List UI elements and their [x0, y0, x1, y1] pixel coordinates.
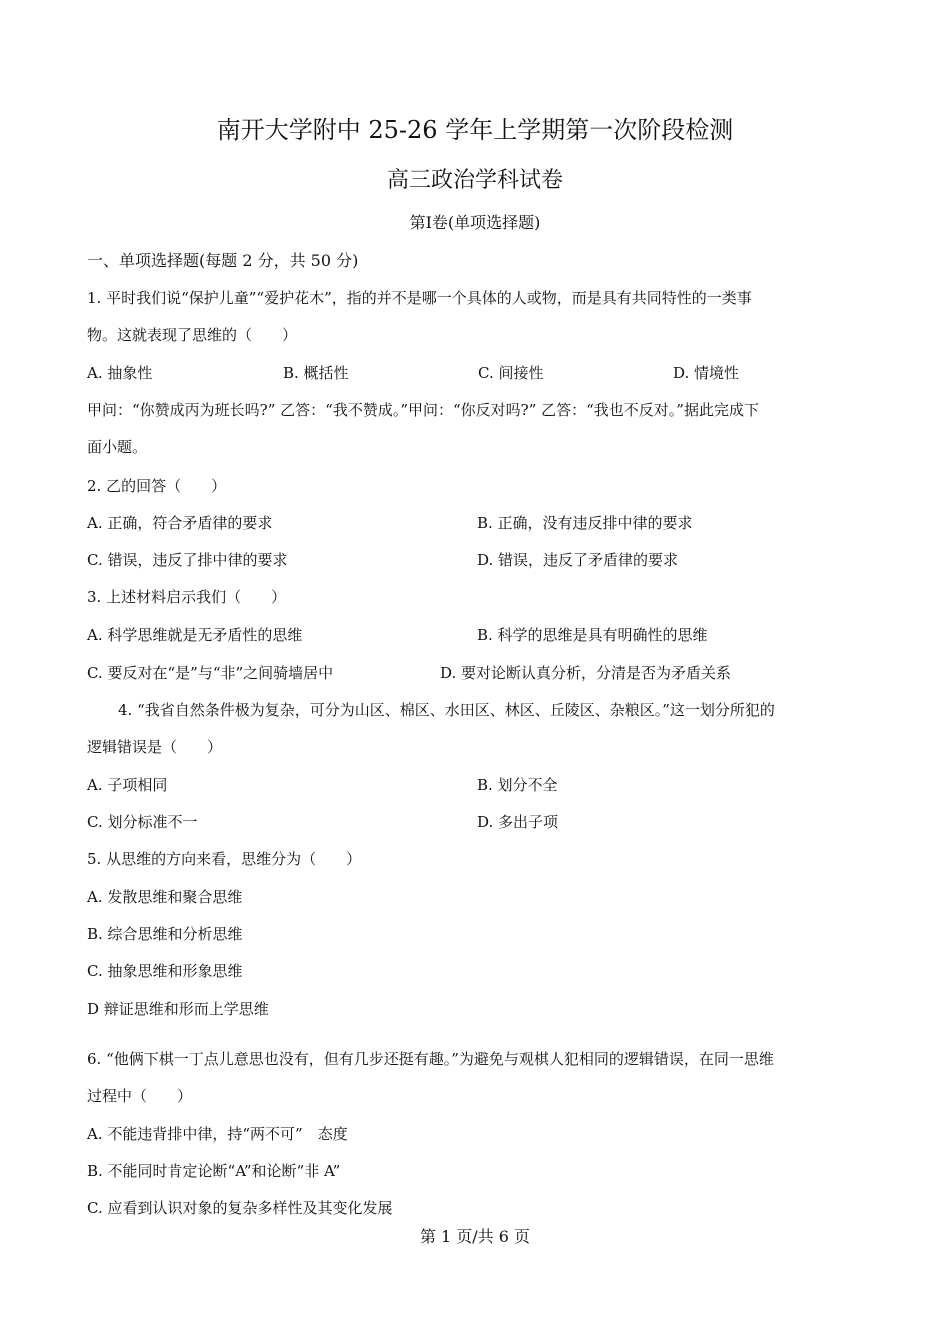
volume-heading: 第Ⅰ卷(单项选择题) [409, 213, 541, 232]
q3-option-a: A. 科学思维就是无矛盾性的思维 [87, 626, 303, 644]
q4-stem-cont: 逻辑错误是（ ） [87, 738, 223, 756]
material-text-cont: 面小题。 [87, 438, 148, 456]
q2-option-c: C. 错误，违反了排中律的要求 [87, 551, 288, 569]
exam-title: 南开大学附中 25-26 学年上学期第一次阶段检测 [216, 116, 734, 144]
q2-option-b: B. 正确，没有违反排中律的要求 [477, 514, 693, 532]
q6-option-c: C. 应看到认识对象的复杂多样性及其变化发展 [87, 1199, 393, 1217]
q4-option-a: A. 子项相同 [87, 776, 168, 794]
page-footer: 第 1 页/共 6 页 [419, 1227, 531, 1246]
q1-stem-cont: 物。这就表现了思维的（ ） [87, 326, 298, 344]
q3-option-d: D. 要对论断认真分析，分清是否为矛盾关系 [440, 664, 732, 682]
q1-option-c: C. 间接性 [478, 364, 544, 382]
q1-option-d: D. 情境性 [673, 364, 740, 382]
q1-option-a: A. 抽象性 [87, 364, 153, 382]
q3-option-b: B. 科学的思维是具有明确性的思维 [477, 626, 708, 644]
q5-option-b: B. 综合思维和分析思维 [87, 925, 243, 943]
q4-option-b: B. 划分不全 [477, 776, 558, 794]
exam-subtitle: 高三政治学科试卷 [386, 168, 563, 193]
q3-option-c: C. 要反对在“是”与“非”之间骑墙居中 [87, 664, 334, 682]
q4-option-c: C. 划分标准不一 [87, 813, 198, 831]
q5-option-c: C. 抽象思维和形象思维 [87, 962, 243, 980]
q6-stem-cont: 过程中（ ） [87, 1087, 193, 1105]
q1-stem: 1. 平时我们说“保护儿童”“爱护花木”，指的并不是哪一个具体的人或物，而是具有共同特性的一类事 [87, 289, 752, 307]
q5-stem: 5. 从思维的方向来看，思维分为（ ） [87, 850, 362, 868]
q6-option-b: B. 不能同时肯定论断“A”和论断“非 A” [87, 1162, 341, 1180]
q2-stem: 2. 乙的回答（ ） [87, 477, 227, 495]
material-text: 甲问：“你赞成丙为班长吗?” 乙答：“我不赞成。”甲问：“你反对吗?” 乙答：“我也不反对。”据此完成下 [87, 401, 759, 419]
q5-option-d: D 辩证思维和形而上学思维 [87, 1000, 269, 1018]
q2-option-d: D. 错误，违反了矛盾律的要求 [477, 551, 679, 569]
q4-stem: 4. “我省自然条件极为复杂，可分为山区、棉区、水田区、林区、丘陵区、杂粮区。”这一划分所犯的 [118, 701, 775, 719]
q3-stem: 3. 上述材料启示我们（ ） [87, 588, 287, 606]
q4-option-d: D. 多出子项 [477, 813, 559, 831]
section-heading: 一、单项选择题(每题 2 分，共 50 分) [87, 251, 359, 270]
q1-option-b: B. 概括性 [283, 364, 349, 382]
q6-stem: 6. “他俩下棋一丁点儿意思也没有，但有几步还挺有趣。”为避免与观棋人犯相同的逻辑错误，在同一思维 [87, 1050, 774, 1068]
q5-option-a: A. 发散思维和聚合思维 [87, 888, 243, 906]
q6-option-a: A. 不能违背排中律，持“两不可” 态度 [87, 1125, 348, 1143]
q2-option-a: A. 正确，符合矛盾律的要求 [87, 514, 273, 532]
